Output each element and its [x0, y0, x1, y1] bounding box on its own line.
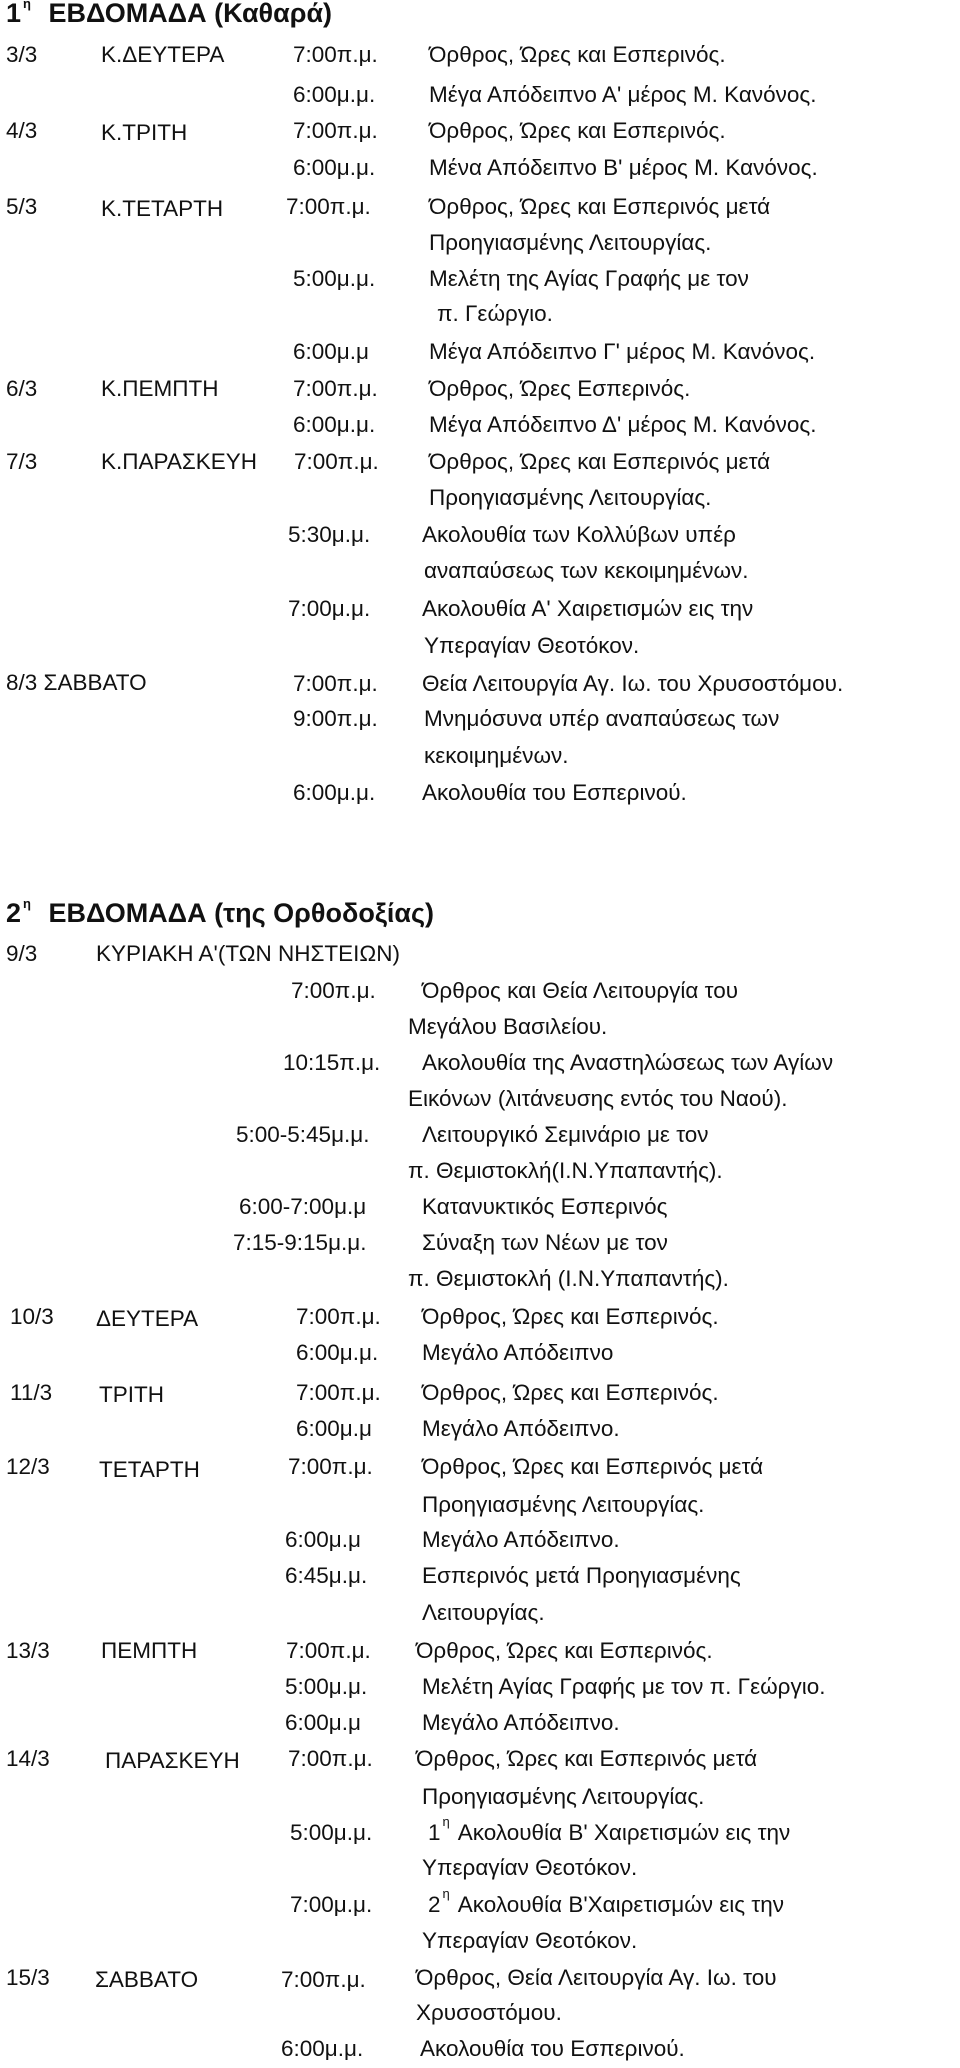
w2-service: Σύναξη των Νέων με τον: [422, 1230, 668, 1255]
w2-time: 6:00μ.μ: [285, 1710, 361, 1735]
w2-service: Λειτουργικό Σεμινάριο με τον: [422, 1122, 709, 1147]
w2-service: Προηγιασμένης Λειτουργίας.: [422, 1784, 705, 1809]
w1-service: Ακολουθία του Εσπερινού.: [422, 780, 687, 805]
ordinal-suffix: η: [442, 1814, 450, 1829]
w1-service: Μέγα Απόδειπνο Α' μέρος Μ. Κανόνος.: [429, 82, 817, 107]
w2-day: ΣΑΒΒΑΤΟ: [95, 1967, 199, 1992]
w2-time: 5:00μ.μ.: [285, 1674, 368, 1699]
ordinal-suffix: η: [442, 1886, 450, 1901]
w2-service: Όρθρος, Ώρες και Εσπερινός μετά: [416, 1746, 758, 1771]
week1-ordinal: η: [23, 0, 31, 11]
w2-time: 7:00π.μ.: [291, 978, 376, 1003]
w1-day: Κ.ΠΑΡΑΣΚΕΥΗ: [101, 449, 258, 474]
w2-service: Προηγιασμένης Λειτουργίας.: [422, 1492, 705, 1517]
week1-heading: [6, 0, 332, 30]
w2-date: 14/3: [6, 1746, 50, 1771]
w1-time: 6:00μ.μ.: [293, 780, 376, 805]
w2-day: ΠΑΡΑΣΚΕΥΗ: [105, 1748, 240, 1773]
w2-time: 7:00π.μ.: [286, 1638, 371, 1663]
w2-service: Εικόνων (λιτάνευσης εντός του Ναού).: [408, 1086, 788, 1111]
w2-service: Ακολουθία της Αναστηλώσεως των Αγίων: [422, 1050, 834, 1075]
w1-service: κεκοιμημένων.: [424, 743, 569, 768]
w2-date: 10/3: [10, 1304, 54, 1329]
w1-time: 7:00π.μ.: [286, 194, 371, 219]
w2-service: Όρθρος και Θεία Λειτουργία του: [422, 978, 739, 1003]
w2-service-rest: Ακολουθία Β' Χαιρετισμών εις την: [457, 1820, 791, 1845]
w1-time: 9:00π.μ.: [293, 706, 378, 731]
w1-service: Όρθρος, Ώρες και Εσπερινός.: [429, 42, 726, 67]
w2-date: 12/3: [6, 1454, 50, 1479]
w2-day: ΠΕΜΠΤΗ: [101, 1638, 198, 1663]
w1-time: 7:00π.μ.: [293, 42, 378, 67]
ordinal-number: 2: [428, 1892, 441, 1917]
w2-service: Μεγάλο Απόδειπνο.: [422, 1527, 620, 1552]
w2-service: Μεγάλο Απόδειπνο: [422, 1340, 614, 1365]
w1-service: π. Γεώργιο.: [437, 301, 553, 326]
week2-number: 2: [6, 898, 22, 928]
w1-service: Μελέτη της Αγίας Γραφής με τον: [429, 266, 749, 291]
w2-time: 6:00-7:00μ.μ: [239, 1194, 367, 1219]
week2-ordinal: η: [23, 896, 31, 911]
w1-service: Υπεραγίαν Θεοτόκον.: [424, 633, 640, 658]
w2-day: ΤΕΤΑΡΤΗ: [99, 1457, 200, 1482]
w2-service: Λειτουργίας.: [422, 1600, 545, 1625]
w1-time: 7:00μ.μ.: [288, 596, 371, 621]
w1-time: 6:00μ.μ.: [293, 155, 376, 180]
w2-date: 9/3: [6, 941, 38, 966]
w2-service: Υπεραγίαν Θεοτόκον.: [422, 1855, 638, 1880]
w2-service: Μεγάλου Βασιλείου.: [408, 1014, 608, 1039]
w1-day: Κ.ΠΕΜΠΤΗ: [101, 376, 219, 401]
w2-service-with-ordinal: [428, 1886, 785, 1920]
w2-service: Εσπερινός μετά Προηγιασμένης: [422, 1563, 741, 1588]
w1-date-day: 8/3 ΣΑΒΒΑΤΟ: [6, 670, 147, 695]
w2-time: 7:00π.μ.: [288, 1746, 373, 1771]
w1-service: Όρθρος, Ώρες και Εσπερινός μετά: [429, 449, 771, 474]
w1-service: Προηγιασμένης Λειτουργίας.: [429, 485, 712, 510]
w2-day: ΔΕΥΤΕΡΑ: [96, 1306, 199, 1331]
w1-date: 4/3: [6, 118, 38, 143]
w2-service: Κατανυκτικός Εσπερινός: [422, 1194, 668, 1219]
w1-service: Μένα Απόδειπνο Β' μέρος Μ. Κανόνος.: [429, 155, 818, 180]
week2-heading: [6, 896, 434, 930]
w1-date: 3/3: [6, 42, 38, 67]
w2-service: Όρθρος, Θεία Λειτουργία Αγ. Ιω. του: [416, 1965, 777, 1990]
w2-service: Όρθρος, Ώρες και Εσπερινός μετά: [422, 1454, 764, 1479]
ordinal-number: 1: [428, 1820, 441, 1845]
w2-time: 7:00π.μ.: [296, 1304, 381, 1329]
w1-service: Ακολουθία των Κολλύβων υπέρ: [422, 522, 736, 547]
w1-time: 6:00μ.μ.: [293, 82, 376, 107]
w2-day: ΤΡΙΤΗ: [99, 1382, 164, 1407]
w2-date: 15/3: [6, 1965, 50, 1990]
w2-service: Ακολουθία του Εσπερινού.: [420, 2036, 685, 2061]
w1-day: Κ.ΔΕΥΤΕΡΑ: [101, 42, 225, 67]
w2-service: Χρυσοστόμου.: [416, 2000, 562, 2025]
week1-number: 1: [6, 0, 22, 28]
w1-time: 5:00μ.μ.: [293, 266, 376, 291]
week1-title: ΕΒΔΟΜΑΔΑ (Καθαρά): [48, 0, 333, 28]
w2-time: 7:00π.μ.: [296, 1380, 381, 1405]
w2-time: 7:00μ.μ.: [290, 1892, 373, 1917]
w1-time: 5:30μ.μ.: [288, 522, 371, 547]
w1-time: 6:00μ.μ: [293, 339, 369, 364]
w1-service: Θεία Λειτουργία Αγ. Ιω. του Χρυσοστόμου.: [422, 671, 844, 696]
w1-service: αναπαύσεως των κεκοιμημένων.: [424, 558, 749, 583]
w1-time: 7:00π.μ.: [293, 376, 378, 401]
w1-service: Προηγιασμένης Λειτουργίας.: [429, 230, 712, 255]
week2-title: ΕΒΔΟΜΑΔΑ (της Ορθοδοξίας): [48, 898, 434, 928]
w2-service: π. Θεμιστοκλή (Ι.Ν.Υπαπαντής).: [408, 1266, 729, 1291]
w2-time: 6:00μ.μ.: [296, 1340, 379, 1365]
w2-service: Μελέτη Αγίας Γραφής με τον π. Γεώργιο.: [422, 1674, 826, 1699]
w1-time: 7:00π.μ.: [293, 118, 378, 143]
w2-service: Υπεραγίαν Θεοτόκον.: [422, 1928, 638, 1953]
w2-day: ΚΥΡΙΑΚΗ Α'(ΤΩΝ ΝΗΣΤΕΙΩΝ): [96, 941, 400, 966]
w2-service: Μεγάλο Απόδειπνο.: [422, 1416, 620, 1441]
w2-time: 7:15-9:15μ.μ.: [233, 1230, 367, 1255]
w2-time: 6:00μ.μ: [296, 1416, 372, 1441]
w1-service: Όρθρος, Ώρες και Εσπερινός μετά: [429, 194, 771, 219]
w1-service: Μνημόσυνα υπέρ αναπαύσεως των: [424, 706, 780, 731]
w1-date: 6/3: [6, 376, 38, 401]
w1-day: Κ.ΤΕΤΑΡΤΗ: [101, 196, 224, 221]
w2-time: 5:00-5:45μ.μ.: [236, 1122, 370, 1147]
w1-service: Μέγα Απόδειπνο Γ' μέρος Μ. Κανόνος.: [429, 339, 816, 364]
w2-service: Όρθρος, Ώρες και Εσπερινός.: [422, 1380, 719, 1405]
w2-time: 10:15π.μ.: [283, 1050, 381, 1075]
w2-service-with-ordinal: [428, 1814, 791, 1848]
w1-date: 7/3: [6, 449, 38, 474]
w1-service: Όρθρος, Ώρες και Εσπερινός.: [429, 118, 726, 143]
w2-service: Μεγάλο Απόδειπνο.: [422, 1710, 620, 1735]
w2-service: Όρθρος, Ώρες και Εσπερινός.: [416, 1638, 713, 1663]
w2-time: 6:45μ.μ.: [285, 1563, 368, 1588]
w2-date: 11/3: [10, 1380, 53, 1405]
w1-service: Όρθρος, Ώρες Εσπερινός.: [429, 376, 691, 401]
w1-time: 7:00π.μ.: [294, 449, 379, 474]
w1-day: Κ.ΤΡΙΤΗ: [101, 120, 188, 145]
w1-service: Μέγα Απόδειπνο Δ' μέρος Μ. Κανόνος.: [429, 412, 817, 437]
w2-time: 7:00π.μ.: [281, 1967, 366, 1992]
w2-service-rest: Ακολουθία Β'Χαιρετισμών εις την: [457, 1892, 785, 1917]
w2-time: 7:00π.μ.: [288, 1454, 373, 1479]
w2-time: 5:00μ.μ.: [290, 1820, 373, 1845]
w1-date: 5/3: [6, 194, 38, 219]
w2-date: 13/3: [6, 1638, 50, 1663]
w1-service: Ακολουθία Α' Χαιρετισμών εις την: [422, 596, 754, 621]
w1-time: 6:00μ.μ.: [293, 412, 376, 437]
w2-time: 6:00μ.μ.: [281, 2036, 364, 2061]
w1-time: 7:00π.μ.: [293, 671, 378, 696]
w2-service: Όρθρος, Ώρες και Εσπερινός.: [422, 1304, 719, 1329]
w2-service: π. Θεμιστοκλή(Ι.Ν.Υπαπαντής).: [408, 1158, 723, 1183]
w2-time: 6:00μ.μ: [285, 1527, 361, 1552]
